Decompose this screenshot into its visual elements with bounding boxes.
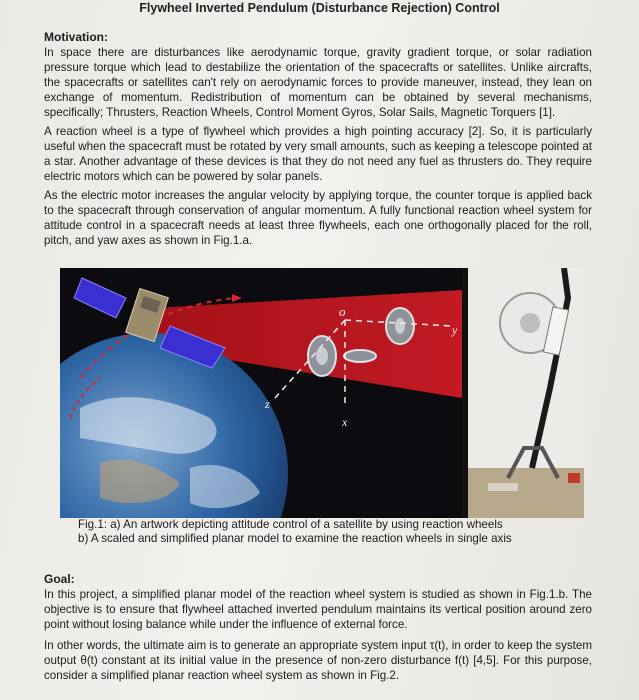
motivation-section	[44, 30, 592, 252]
page-title: Flywheel Inverted Pendulum (Disturbance Rejection) Control	[139, 1, 500, 15]
figure-1	[60, 268, 584, 518]
figure-caption	[62, 518, 602, 546]
caption-line-a: Fig.1: a) An artwork depicting attitude control of a satellite by using reaction wheels	[78, 518, 503, 531]
goal-paragraph-2: In other words, the ultimate aim is to generate an appropriate system input τ(t), in order to keep the system output θ(t) constant at its initial value in the presence of non-zero disturbance f(t) [4,5]. For this purpose, consider a simplified planar reaction wheel system as shown in Fig.2.	[44, 639, 592, 682]
goal-paragraph-1: In this project, a simplified planar model of the reaction wheel system is studied as shown in Fig.1.b. The objective is to ensure that flywheel attached inverted pendulum maintains its vertical position around zero point without losing balance while under the influence of external force.	[44, 588, 592, 631]
axis-label-z: z	[265, 397, 270, 411]
axis-label-y: y	[452, 323, 458, 337]
caption-line-b: b) A scaled and simplified planar model to examine the reaction wheels in single axis	[78, 532, 512, 545]
motivation-heading: Motivation:	[44, 30, 108, 44]
goal-section	[44, 572, 592, 687]
goal-heading: Goal:	[44, 572, 75, 586]
axis-label-x: x	[342, 415, 348, 429]
axis-label-o: o	[339, 304, 346, 319]
motivation-paragraph-1: In space there are disturbances like aerodynamic torque, gravity gradient torque, or solar radiation pressure torque which lead to destabilize the orientation of the spacecrafts or satellites. Unlike aircrafts, the spacecrafts or satellites can't rely on aerodynamic forces to provide maneuver, instead, they lean on exchange of momentum. Redistribution of momentum can be obtained by several mechanisms, specifically; Thrusters, Reaction Wheels, Control Moment Gyros, Solar Sails, Magnetic Torquers [1].	[44, 46, 592, 119]
satellite-artwork-image	[60, 268, 462, 518]
pendulum-photo	[468, 268, 584, 518]
motivation-paragraph-3: As the electric motor increases the angular velocity by applying torque, the counter torque is applied back to the spacecraft through conservation of angular momentum. A fully functional reaction wheel system for attitude control in a spacecraft needs at least three flywheels, each one orthogonally placed for the roll, pitch, and yaw axes as shown in Fig.1.a.	[44, 189, 592, 247]
motivation-paragraph-2: A reaction wheel is a type of flywheel which provides a high pointing accuracy [2]. So, it is particularly useful when the spacecraft must be rotated by very small amounts, such as keeping a telescope pointed at a star. Another advantage of these devices is that they do not need any fuel as thrusters do. They require electric motors which can be powered by solar panels.	[44, 125, 592, 183]
